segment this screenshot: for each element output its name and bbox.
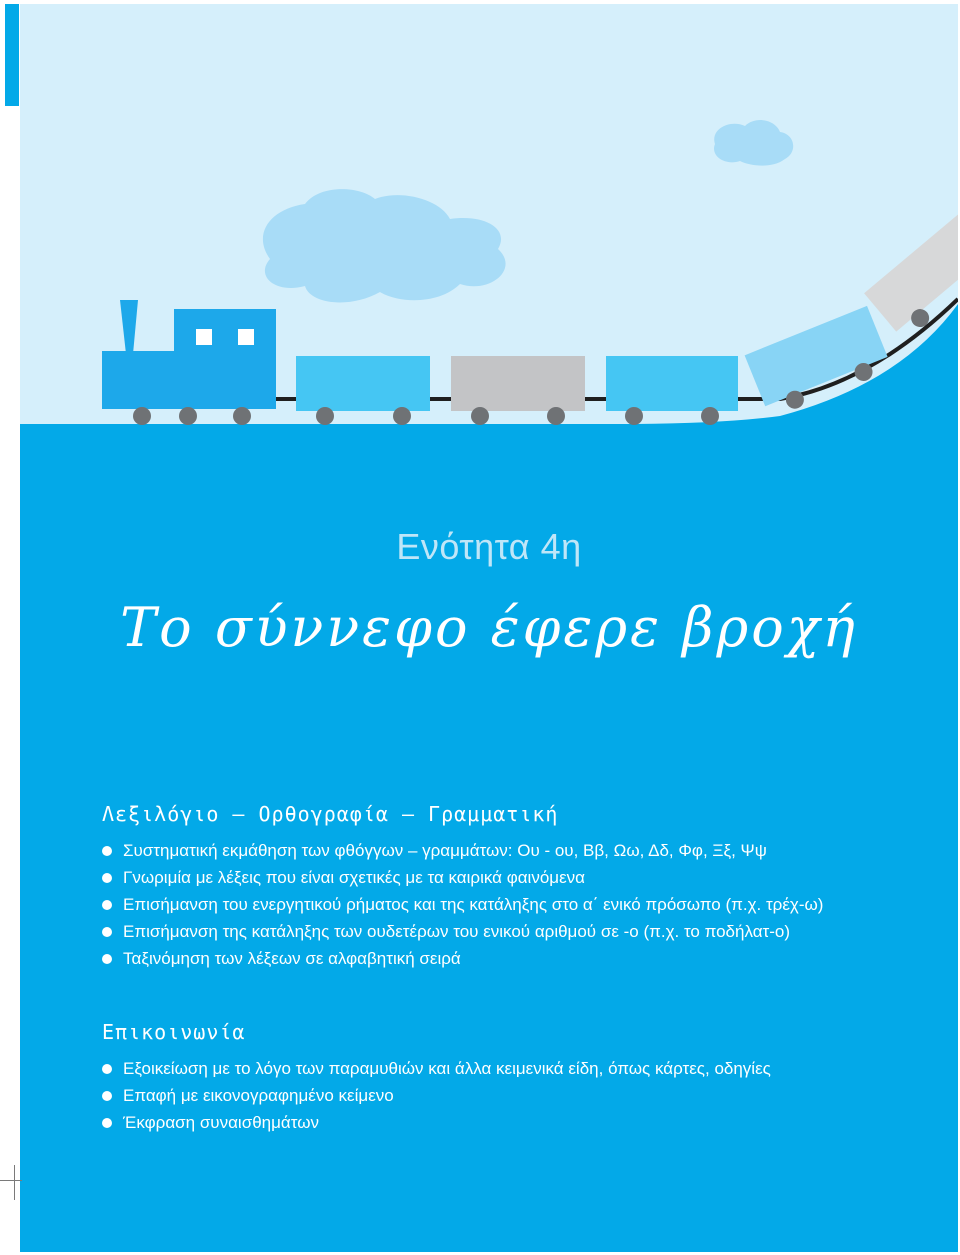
list-item — [102, 1055, 902, 1082]
objectives-list — [102, 837, 902, 972]
list-item — [102, 1109, 902, 1136]
list-item — [102, 918, 902, 945]
page-edge-tab — [5, 4, 19, 106]
bullet-dot-icon — [102, 846, 112, 856]
list-item-text: Επαφή με εικονογραφημένο κείμενο — [123, 1086, 394, 1105]
list-item — [102, 837, 902, 864]
cab-window-left — [196, 329, 212, 345]
chapter-title: Το σύννεφο έφερε βροχή — [120, 596, 858, 659]
list-item — [102, 864, 902, 891]
crop-mark — [0, 1180, 22, 1181]
list-item-text: Επισήμανση της κατάληξης των ουδετέρων του ενικού αριθμού σε -ο (π.χ. το ποδήλατ-ο) — [123, 922, 791, 941]
objectives-list — [102, 1055, 902, 1136]
bullet-dot-icon — [102, 873, 112, 883]
locomotive — [102, 300, 276, 425]
crop-mark — [14, 1165, 15, 1200]
train-illustration — [20, 4, 958, 434]
section-heading: Επικοινωνία — [102, 1020, 246, 1044]
list-item — [102, 891, 902, 918]
section-communication — [102, 1019, 902, 1136]
section-vocabulary-grammar — [102, 801, 902, 972]
locomotive-wheel — [133, 407, 151, 425]
bullet-dot-icon — [102, 1118, 112, 1128]
bullet-dot-icon — [102, 900, 112, 910]
bullet-dot-icon — [102, 954, 112, 964]
cab-window-right — [238, 329, 254, 345]
list-item-text: Έκφραση συναισθημάτων — [123, 1113, 319, 1132]
section-heading: Λεξιλόγιο – Ορθογραφία – Γραμματική — [102, 802, 559, 826]
list-item-text: Γνωριμία με λέξεις που είναι σχετικές με τα καιρικά φαινόμενα — [123, 868, 585, 887]
bullet-dot-icon — [102, 1091, 112, 1101]
list-item-text: Εξοικείωση με το λόγο των παραμυθιών και άλλα κειμενικά είδη, όπως κάρτες, οδηγίες — [123, 1059, 771, 1078]
locomotive-cab — [174, 309, 276, 409]
list-item — [102, 945, 902, 972]
locomotive-wheel — [179, 407, 197, 425]
list-item-text: Συστηματική εκμάθηση των φθόγγων – γραμμάτων: Ου - ου, Ββ, Ωω, Δδ, Φφ, Ξξ, Ψψ — [123, 841, 767, 860]
list-item-text: Επισήμανση του ενεργητικού ρήματος και της κατάληξης στο α΄ ενικό πρόσωπο (π.χ. τρέχ-ω) — [123, 895, 824, 914]
locomotive-wheel — [233, 407, 251, 425]
bullet-dot-icon — [102, 927, 112, 937]
unit-cover-page — [20, 4, 958, 1252]
list-item-text: Ταξινόμηση των λέξεων σε αλφαβητική σειρά — [123, 949, 461, 968]
bullet-dot-icon — [102, 1064, 112, 1074]
unit-label: Ενότητα 4η — [396, 526, 582, 567]
list-item — [102, 1082, 902, 1109]
